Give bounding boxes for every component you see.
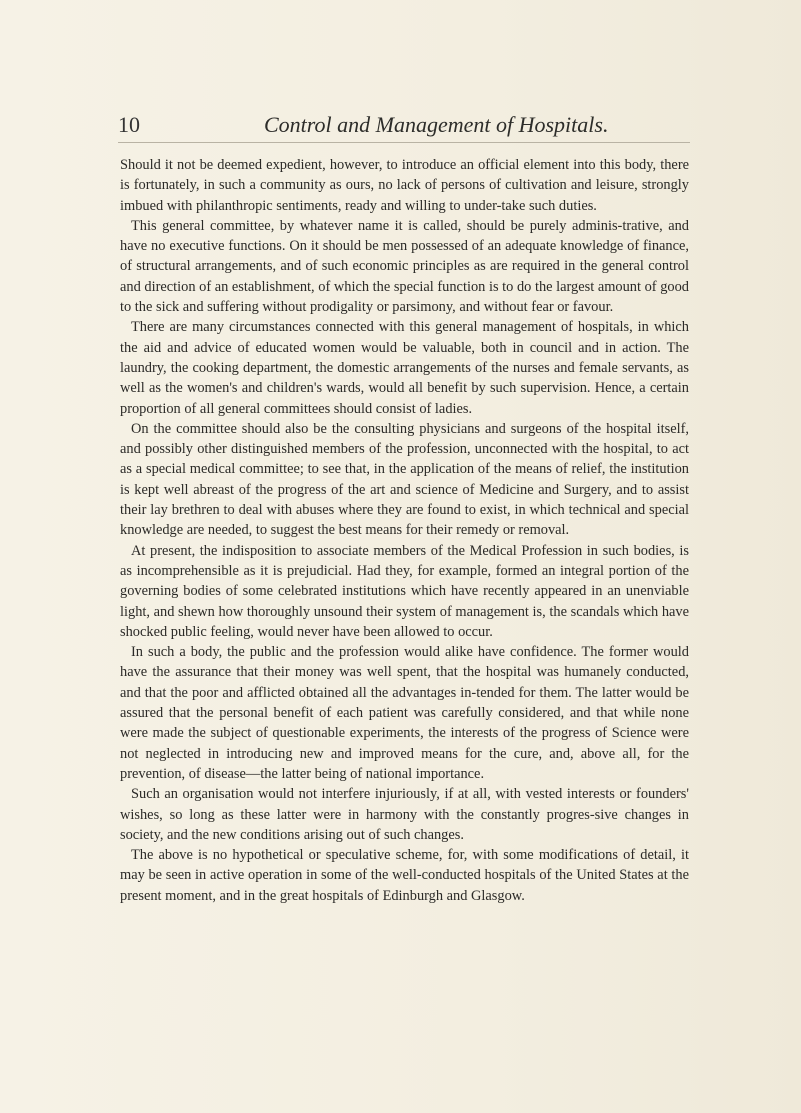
running-title: Control and Management of Hospitals. xyxy=(264,112,609,137)
paragraph: On the committee should also be the consulting physicians and surgeons of the hospital itself, and possibly other distinguished members of the profession, unconnected with the hospital, to act as a special medical committee; to see that, in the application of the means of relief, the institution is kept well abreast of the progress of the art and science of Medicine and Surgery, and to assist their lay brethren to deal with abuses where they are found to exist, in which technical and special knowledge are needed, to suggest the best means for their remedy or removal. xyxy=(120,420,689,539)
paragraph: This general committee, by whatever name it is called, should be purely adminis-trative, and have no executive functions. On it should be men possessed of an adequate knowledge of finance, of structural arrangements, and of such economic principles as are required in the general control and direction of an establishment, of which the special function is to do the largest amount of good to the sick and suffering without prodigality or parsimony, and without fear or favour. xyxy=(120,217,689,316)
paragraph: In such a body, the public and the profession would alike have confidence. The former would have the assurance that their money was well spent, that the hospital was humanely conducted, and that the poor and afflicted obtained all the advantages in-tended for them. The latter would be assured that the personal benefit of each patient was carefully considered, and that while none were made the subject of questionable experiments, the interests of the progress of Science were not neglected in introducing new and improved means for the cure, and, above all, for the prevention, of disease—the latter being of national importance. xyxy=(120,644,689,782)
header-rule xyxy=(118,142,690,143)
paragraph: Such an organisation would not interfere injuriously, if at all, with vested interests or founders' wishes, so long as these latter were in harmony with the constantly progres-sive changes in society, and the new conditions arising out of such changes. xyxy=(120,786,689,843)
body-text xyxy=(120,155,689,906)
paragraph: The above is no hypothetical or speculative scheme, for, with some modifications of detail, it may be seen in active operation in some of the well-conducted hospitals of the United States at the present moment, and in the great hospitals of Edinburgh and Glasgow. xyxy=(120,847,689,904)
paragraph: There are many circumstances connected with this general management of hospitals, in which the aid and advice of educated women would be valuable, both in council and in action. The laundry, the cooking department, the domestic arrangements of the nurses and female servants, as well as the women's and children's wards, would all benefit by such supervision. Hence, a certain proportion of all general committees should consist of ladies. xyxy=(120,319,689,417)
paragraph: At present, the indisposition to associate members of the Medical Profession in such bodies, is as incomprehensible as it is prejudicial. Had they, for example, formed an integral portion of the governing bodies of some celebrated institutions which have recently appeared in an unenviable light, and shewn how thoroughly unsound their system of management is, the scandals which have shocked public feeling, would never have been allowed to occur. xyxy=(120,542,689,640)
page-number: 10 xyxy=(118,112,140,137)
page-header xyxy=(118,112,690,138)
paragraph: Should it not be deemed expedient, however, to introduce an official element into this body, there is fortunately, in such a community as ours, no lack of persons of cultivation and leisure, strongly imbued with philanthropic sentiments, ready and willing to under-take such duties. xyxy=(120,157,689,214)
